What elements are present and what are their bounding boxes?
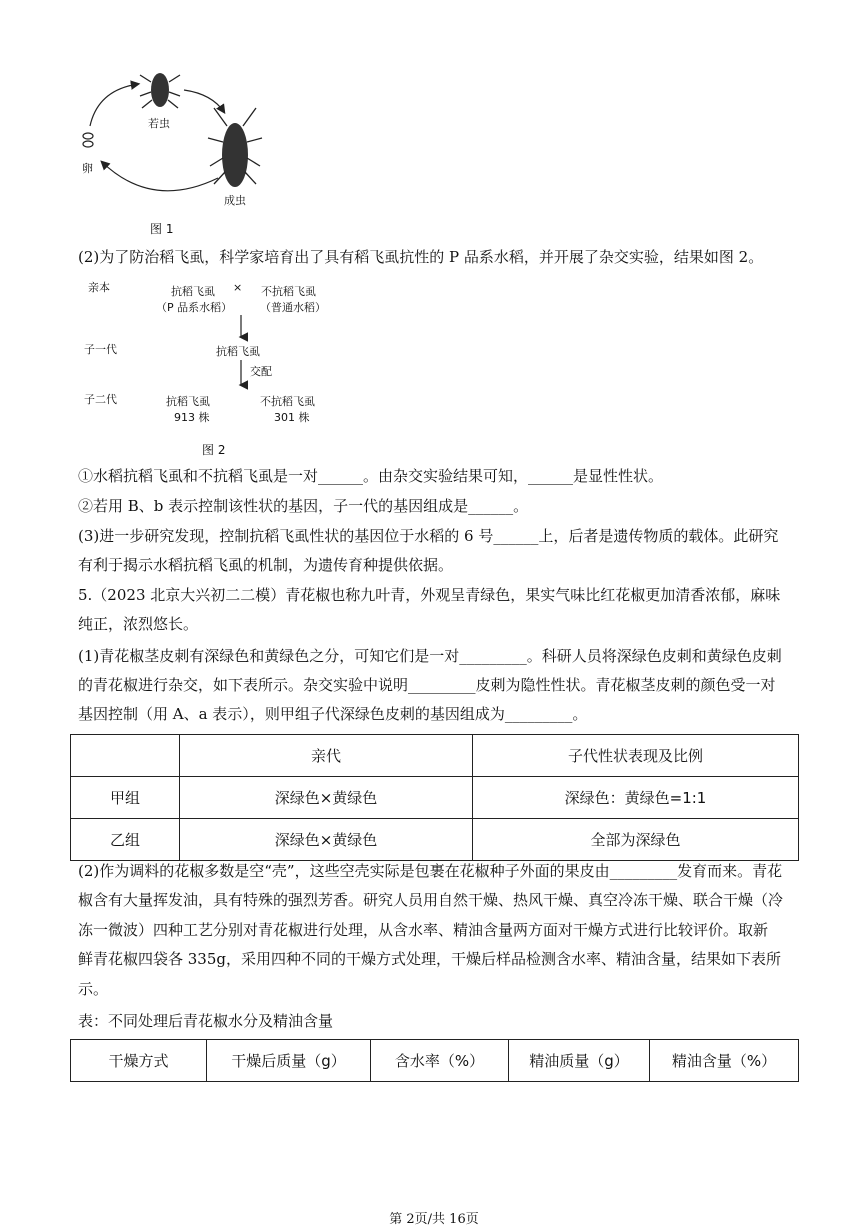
question-5-line-2: 纯正，浓烈悠长。 (78, 615, 199, 633)
label-adult: 成虫 (224, 194, 246, 207)
label-f2-row: 子二代 (84, 393, 117, 406)
figure-2 (78, 275, 358, 455)
table-header-cell: 精油质量（g） (509, 1040, 650, 1082)
parent-1-variety: （P 品系水稻） (156, 301, 233, 314)
question-5-part-2-line-3: 冻一微波）四种工艺分别对青花椒进行处理，从含水率、精油含量两方面对干燥方式进行比较评价。取新 (78, 921, 769, 939)
egg-icon (83, 133, 93, 147)
table-header-cell: 亲代 (180, 735, 473, 777)
f1-trait: 抗稻飞虱 (216, 345, 260, 358)
question-3-line-1: (3)进一步研究发现，控制抗稻飞虱性状的基因位于水稻的 6 号______上，后者是遗传物质的载体。此研究 (78, 527, 779, 545)
table-header-row (71, 1040, 799, 1082)
drying-methods-table (70, 1039, 799, 1082)
question-5-part-1-line-3: 基因控制（用 A、a 表示），则甲组子代深绿色皮刺的基因组成为_________。 (78, 705, 588, 723)
table-header-cell: 精油含量（%） (650, 1040, 799, 1082)
table-cell: 深绿色×黄绿色 (180, 819, 473, 861)
f2-trait-2: 不抗稻飞虱 (260, 395, 315, 408)
f2-trait-1: 抗稻飞虱 (166, 395, 210, 408)
mating-label: 交配 (250, 365, 272, 378)
label-parents-row: 亲本 (88, 281, 110, 294)
figure-1 (72, 60, 272, 240)
arrow-nymph-to-adult (184, 90, 224, 112)
question-2-intro: (2)为了防治稻飞虱，科学家培育出了具有稻飞虱抗性的 P 品系水稻，并开展了杂交实验，结果如图 2。 (78, 248, 764, 266)
arrow-egg-to-nymph (90, 84, 138, 126)
question-3-line-2: 有利于揭示水稻抗稻飞虱的机制，为遗传育种提供依据。 (78, 556, 454, 574)
question-5-part-1-line-2: 的青花椒进行杂交，如下表所示。杂交实验中说明_________皮刺为隐性性状。青花椒茎皮刺的颜色受一对 (78, 676, 776, 694)
figure-2-caption: 图 2 (202, 443, 226, 457)
table-row (71, 819, 799, 861)
table-header-cell: 子代性状表现及比例 (473, 735, 799, 777)
question-2-part-2: ②若用 B、b 表示控制该性状的基因，子一代的基因组成是______。 (78, 497, 529, 515)
nymph-insect-icon (140, 73, 180, 108)
f2-count-2: 301 株 (274, 411, 310, 424)
cross-results-table (70, 734, 799, 861)
adult-insect-icon (208, 108, 262, 187)
question-5-part-2-line-4: 鲜青花椒四袋各 335g，采用四种不同的干燥方式处理，干燥后样品检测含水率、精油含量，结果如下表所 (78, 950, 782, 968)
question-5-line-1: 5.（2023 北京大兴初二二模）青花椒也称九叶青，外观呈青绿色，果实气味比红花椒更加清香浓郁，麻味 (78, 586, 781, 604)
parent-1-trait: 抗稻飞虱 (171, 285, 215, 298)
parent-2-variety: （普通水稻） (260, 301, 326, 314)
parent-2-trait: 不抗稻飞虱 (261, 285, 316, 298)
question-5-part-2-line-5: 示。 (78, 980, 109, 998)
table-header-cell: 干燥后质量（g） (207, 1040, 371, 1082)
question-5-part-2-line-1: (2)作为调料的花椒多数是空“壳”，这些空壳实际是包裹在花椒种子外面的果皮由_________发育而来。青花 (78, 862, 783, 880)
table-2-title: 表：不同处理后青花椒水分及精油含量 (78, 1012, 334, 1030)
table-cell: 深绿色×黄绿色 (180, 777, 473, 819)
table-header-cell: 干燥方式 (71, 1040, 207, 1082)
table-cell: 甲组 (71, 777, 180, 819)
table-cell: 全部为深绿色 (473, 819, 799, 861)
question-5-part-1-line-1: (1)青花椒茎皮刺有深绿色和黄绿色之分，可知它们是一对_________。科研人员将深绿色皮刺和黄绿色皮刺 (78, 647, 782, 665)
page-footer: 第 2页/共 16页 (389, 1212, 479, 1227)
cross-symbol: × (233, 281, 243, 294)
arrow-adult-to-egg (102, 162, 218, 191)
f2-count-1: 913 株 (174, 411, 210, 424)
label-f1-row: 子一代 (84, 343, 117, 356)
figure-1-caption: 图 1 (150, 222, 174, 236)
question-2-part-1: ①水稻抗稻飞虱和不抗稻飞虱是一对______。由杂交实验结果可知，______是显性性状。 (78, 467, 664, 485)
table-header-cell (71, 735, 180, 777)
label-nymph: 若虫 (148, 117, 170, 130)
table-cell: 乙组 (71, 819, 180, 861)
question-5-part-2-line-2: 椒含有大量挥发油，具有特殊的强烈芳香。研究人员用自然干燥、热风干燥、真空冷冻干燥、联合干燥（冷 (78, 891, 784, 909)
label-egg: 卵 (82, 162, 93, 175)
table-cell: 深绿色：黄绿色=1:1 (473, 777, 799, 819)
table-header-cell: 含水率（%） (371, 1040, 509, 1082)
table-header-row (71, 735, 799, 777)
table-row (71, 777, 799, 819)
